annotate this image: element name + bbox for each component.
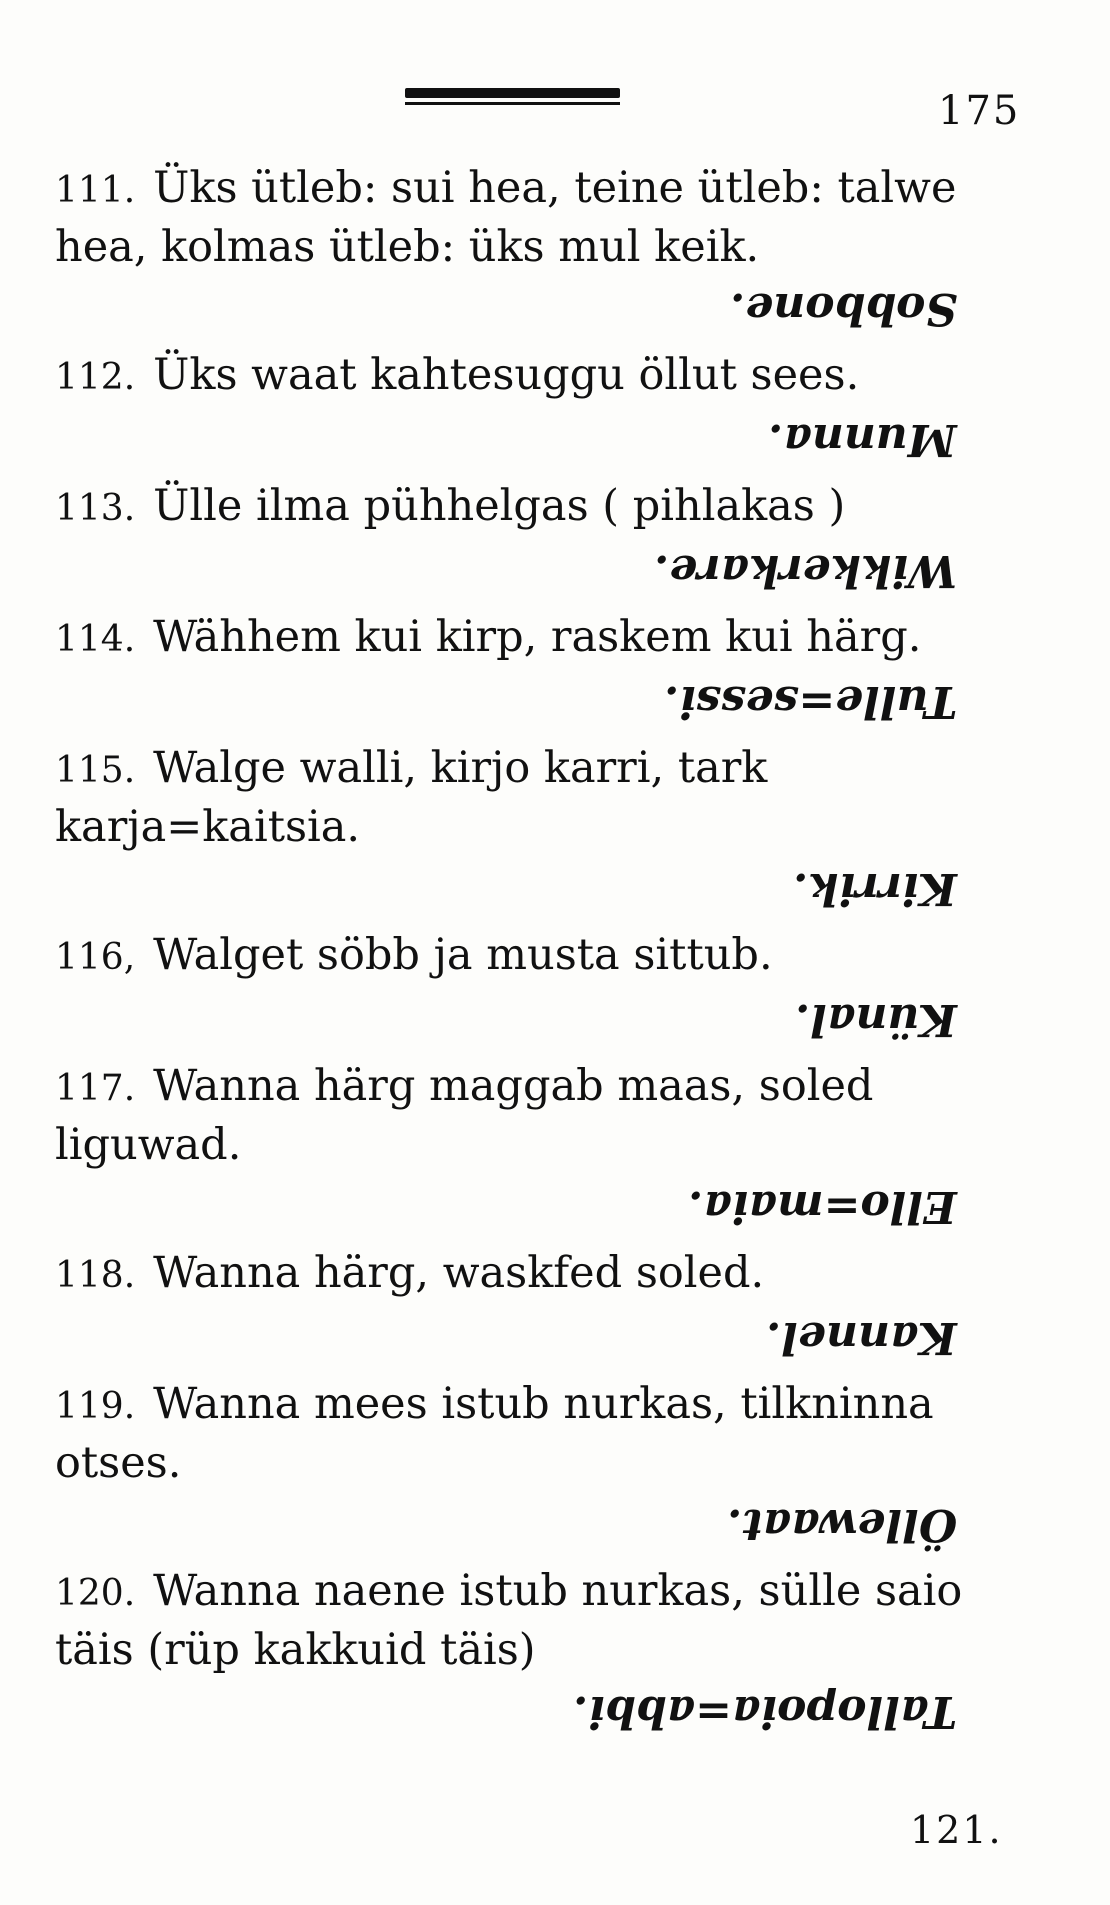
riddle-answer: Ello=maia.	[688, 1181, 957, 1232]
riddle-entry-118	[55, 1245, 1015, 1366]
riddle-entry-116	[55, 927, 1015, 1048]
riddle-entry-115	[55, 740, 1015, 917]
riddle-answer: Tulle=sessi.	[663, 676, 957, 727]
riddle-entry-112	[55, 347, 1015, 468]
riddle-text: Wanna mees istub nurkas, tilkninna otses.	[55, 1379, 934, 1488]
page-number: 175	[938, 88, 1021, 134]
riddle-answer: Künal.	[795, 994, 957, 1045]
riddle-number: 115.	[55, 750, 136, 791]
riddle-number: 113.	[55, 488, 136, 529]
riddle-entry-120	[55, 1563, 1015, 1740]
riddle-number: 116,	[55, 937, 136, 978]
riddle-entry-114	[55, 609, 1015, 730]
riddle-answer: Tallopoia=abbi.	[572, 1686, 957, 1737]
riddle-answer: Munna.	[768, 414, 957, 465]
riddle-answer: Kirrik.	[793, 863, 957, 914]
riddle-answer: Öllewaat.	[726, 1499, 957, 1550]
riddle-number: 120.	[55, 1573, 136, 1614]
riddle-answer: Wikkerkare.	[654, 545, 957, 596]
header-rule	[405, 88, 620, 98]
riddle-number: 119.	[55, 1386, 136, 1427]
riddle-text: Ülle ilma pühhelgas ( pihlakas )	[153, 481, 846, 531]
riddle-text: Wanna naene istub nurkas, sülle saio täis (rüp kakkuid täis)	[55, 1566, 963, 1675]
riddle-text: Wähhem kui kirp, raskem kui härg.	[153, 612, 922, 662]
riddle-number: 114.	[55, 619, 136, 660]
riddle-number: 118.	[55, 1255, 136, 1296]
riddle-entry-119	[55, 1376, 1015, 1553]
riddle-text: Walge walli, kirjo karri, tark karja=kaitsia.	[55, 743, 768, 852]
riddle-answer: Kannel.	[766, 1312, 957, 1363]
riddle-answer: Sobbone.	[729, 283, 957, 334]
riddle-text: Wanna härg, waskfed soled.	[153, 1248, 765, 1298]
riddle-number: 111.	[55, 170, 136, 211]
riddle-text: Üks ütleb: sui hea, teine ütleb: talwe hea, kolmas ütleb: üks mul keik.	[55, 163, 957, 272]
signature-mark: 121.	[910, 1808, 1003, 1852]
riddle-text: Walget söbb ja musta sittub.	[153, 930, 773, 980]
riddle-entry-117	[55, 1058, 1015, 1235]
riddle-text: Wanna härg maggab maas, soled liguwad.	[55, 1061, 874, 1170]
riddle-number: 112.	[55, 357, 136, 398]
riddle-entry-113	[55, 478, 1015, 599]
riddle-number: 117.	[55, 1068, 136, 1109]
riddle-entry-111	[55, 160, 1015, 337]
riddle-text: Üks waat kahtesuggu öllut sees.	[153, 350, 860, 400]
riddle-list	[55, 160, 1015, 1750]
